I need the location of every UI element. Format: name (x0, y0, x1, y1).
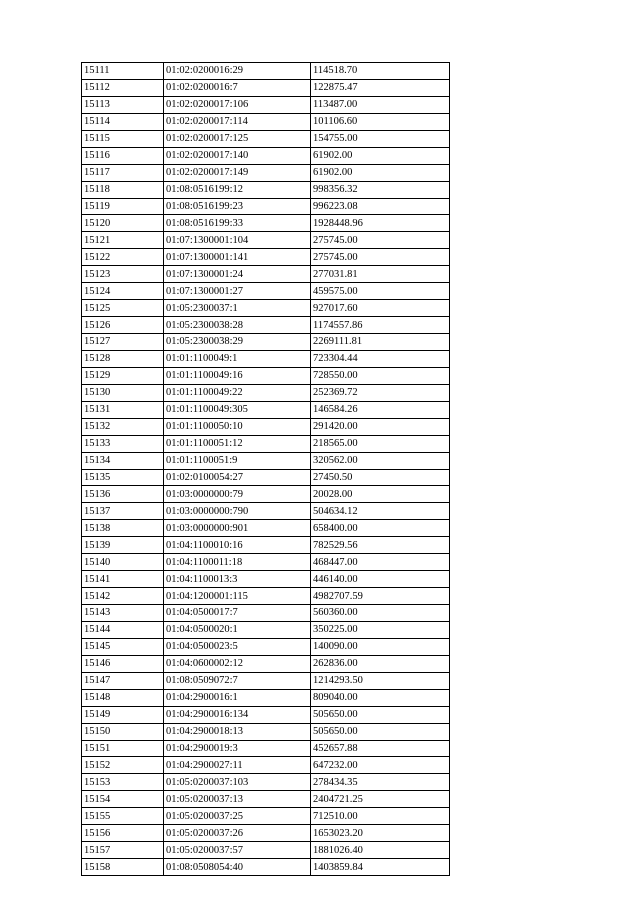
cadastral-number-cell: 01:03:0000000:79 (164, 486, 311, 503)
row-number-cell: 15124 (82, 283, 164, 300)
value-cell: 262836.00 (311, 655, 450, 672)
table-row (82, 350, 450, 367)
cadastral-number-cell: 01:05:0200037:25 (164, 808, 311, 825)
cadastral-number-cell: 01:04:2900016:134 (164, 706, 311, 723)
table-row (82, 655, 450, 672)
table-row (82, 605, 450, 622)
row-number-cell: 15141 (82, 571, 164, 588)
row-number-cell: 15132 (82, 418, 164, 435)
row-number-cell: 15128 (82, 350, 164, 367)
cadastral-number-cell: 01:04:2900019:3 (164, 740, 311, 757)
cadastral-number-cell: 01:07:1300001:24 (164, 266, 311, 283)
cadastral-number-cell: 01:01:1100051:9 (164, 452, 311, 469)
table-row (82, 418, 450, 435)
cadastral-number-cell: 01:04:1200001:115 (164, 588, 311, 605)
value-cell: 504634.12 (311, 503, 450, 520)
cadastral-number-cell: 01:07:1300001:141 (164, 249, 311, 266)
value-cell: 927017.60 (311, 300, 450, 317)
value-cell: 61902.00 (311, 164, 450, 181)
cadastral-number-cell: 01:04:1100011:18 (164, 554, 311, 571)
cadastral-number-cell: 01:02:0200017:125 (164, 130, 311, 147)
value-cell: 122875.47 (311, 79, 450, 96)
table-row (82, 401, 450, 418)
cadastral-number-cell: 01:05:0200037:26 (164, 825, 311, 842)
cadastral-number-cell: 01:07:1300001:27 (164, 283, 311, 300)
value-cell: 1174557.86 (311, 317, 450, 334)
cadastral-number-cell: 01:04:2900016:1 (164, 689, 311, 706)
row-number-cell: 15149 (82, 706, 164, 723)
value-cell: 452657.88 (311, 740, 450, 757)
cadastral-number-cell: 01:07:1300001:104 (164, 232, 311, 249)
cadastral-number-cell: 01:08:0516199:23 (164, 198, 311, 215)
value-cell: 278434.35 (311, 774, 450, 791)
row-number-cell: 15116 (82, 147, 164, 164)
row-number-cell: 15114 (82, 113, 164, 130)
table-row (82, 384, 450, 401)
row-number-cell: 15151 (82, 740, 164, 757)
value-cell: 154755.00 (311, 130, 450, 147)
row-number-cell: 15145 (82, 638, 164, 655)
row-number-cell: 15154 (82, 791, 164, 808)
row-number-cell: 15144 (82, 621, 164, 638)
row-number-cell: 15137 (82, 503, 164, 520)
table-row (82, 571, 450, 588)
value-cell: 505650.00 (311, 723, 450, 740)
row-number-cell: 15134 (82, 452, 164, 469)
value-cell: 114518.70 (311, 63, 450, 80)
table-row (82, 842, 450, 859)
row-number-cell: 15158 (82, 859, 164, 876)
cadastral-number-cell: 01:04:2900018:13 (164, 723, 311, 740)
cadastral-number-cell: 01:02:0200017:149 (164, 164, 311, 181)
table-row (82, 791, 450, 808)
row-number-cell: 15112 (82, 79, 164, 96)
cadastral-number-cell: 01:04:1100013:3 (164, 571, 311, 588)
cadastral-number-cell: 01:04:0600002:12 (164, 655, 311, 672)
row-number-cell: 15118 (82, 181, 164, 198)
table-row (82, 689, 450, 706)
cadastral-number-cell: 01:01:1100049:305 (164, 401, 311, 418)
table-row (82, 181, 450, 198)
value-cell: 658400.00 (311, 520, 450, 537)
table-row (82, 723, 450, 740)
row-number-cell: 15126 (82, 317, 164, 334)
value-cell: 809040.00 (311, 689, 450, 706)
table-row (82, 334, 450, 351)
cadastral-number-cell: 01:08:0508054:40 (164, 859, 311, 876)
value-cell: 723304.44 (311, 350, 450, 367)
cadastral-number-cell: 01:02:0200017:106 (164, 96, 311, 113)
value-cell: 459575.00 (311, 283, 450, 300)
cadastral-number-cell: 01:02:0100054:27 (164, 469, 311, 486)
row-number-cell: 15120 (82, 215, 164, 232)
row-number-cell: 15136 (82, 486, 164, 503)
cadastral-number-cell: 01:05:0200037:103 (164, 774, 311, 791)
value-cell: 996223.08 (311, 198, 450, 215)
table-row (82, 452, 450, 469)
table-row (82, 859, 450, 876)
cadastral-number-cell: 01:08:0516199:33 (164, 215, 311, 232)
table-row (82, 520, 450, 537)
cadastral-number-cell: 01:04:1100010:16 (164, 537, 311, 554)
value-cell: 252369.72 (311, 384, 450, 401)
cadastral-number-cell: 01:04:0500023:5 (164, 638, 311, 655)
value-cell: 4982707.59 (311, 588, 450, 605)
table-row (82, 96, 450, 113)
table-row (82, 63, 450, 80)
table-row (82, 300, 450, 317)
value-cell: 140090.00 (311, 638, 450, 655)
value-cell: 998356.32 (311, 181, 450, 198)
row-number-cell: 15113 (82, 96, 164, 113)
row-number-cell: 15143 (82, 605, 164, 622)
cadastral-number-cell: 01:01:1100051:12 (164, 435, 311, 452)
table-row (82, 215, 450, 232)
table-row (82, 621, 450, 638)
cadastral-number-cell: 01:02:0200016:29 (164, 63, 311, 80)
value-cell: 291420.00 (311, 418, 450, 435)
row-number-cell: 15153 (82, 774, 164, 791)
table-row (82, 588, 450, 605)
row-number-cell: 15129 (82, 367, 164, 384)
cadastral-number-cell: 01:03:0000000:901 (164, 520, 311, 537)
cadastral-number-cell: 01:05:2300038:28 (164, 317, 311, 334)
cadastral-number-cell: 01:08:0516199:12 (164, 181, 311, 198)
table-row (82, 808, 450, 825)
value-cell: 712510.00 (311, 808, 450, 825)
cadastral-number-cell: 01:08:0509072:7 (164, 672, 311, 689)
table-row (82, 147, 450, 164)
value-cell: 20028.00 (311, 486, 450, 503)
row-number-cell: 15117 (82, 164, 164, 181)
row-number-cell: 15147 (82, 672, 164, 689)
row-number-cell: 15135 (82, 469, 164, 486)
row-number-cell: 15139 (82, 537, 164, 554)
table-row (82, 198, 450, 215)
row-number-cell: 15115 (82, 130, 164, 147)
cadastral-number-cell: 01:02:0200017:140 (164, 147, 311, 164)
table-row (82, 825, 450, 842)
value-cell: 728550.00 (311, 367, 450, 384)
cadastral-number-cell: 01:05:0200037:57 (164, 842, 311, 859)
value-cell: 113487.00 (311, 96, 450, 113)
table-row (82, 79, 450, 96)
table-row (82, 537, 450, 554)
value-cell: 277031.81 (311, 266, 450, 283)
row-number-cell: 15119 (82, 198, 164, 215)
table-row (82, 232, 450, 249)
value-cell: 468447.00 (311, 554, 450, 571)
row-number-cell: 15122 (82, 249, 164, 266)
cadastral-number-cell: 01:01:1100049:22 (164, 384, 311, 401)
cadastral-number-cell: 01:01:1100050:10 (164, 418, 311, 435)
row-number-cell: 15157 (82, 842, 164, 859)
value-cell: 1403859.84 (311, 859, 450, 876)
value-cell: 782529.56 (311, 537, 450, 554)
table-row (82, 757, 450, 774)
table-row (82, 774, 450, 791)
value-cell: 1653023.20 (311, 825, 450, 842)
value-cell: 505650.00 (311, 706, 450, 723)
value-cell: 647232.00 (311, 757, 450, 774)
value-cell: 560360.00 (311, 605, 450, 622)
row-number-cell: 15150 (82, 723, 164, 740)
row-number-cell: 15133 (82, 435, 164, 452)
row-number-cell: 15131 (82, 401, 164, 418)
table-row (82, 469, 450, 486)
cadastral-number-cell: 01:05:0200037:13 (164, 791, 311, 808)
table-row (82, 486, 450, 503)
value-cell: 275745.00 (311, 249, 450, 266)
table-row (82, 266, 450, 283)
value-cell: 146584.26 (311, 401, 450, 418)
row-number-cell: 15121 (82, 232, 164, 249)
value-cell: 101106.60 (311, 113, 450, 130)
cadastral-number-cell: 01:04:0500017:7 (164, 605, 311, 622)
row-number-cell: 15146 (82, 655, 164, 672)
value-cell: 2269111.81 (311, 334, 450, 351)
row-number-cell: 15140 (82, 554, 164, 571)
value-cell: 350225.00 (311, 621, 450, 638)
row-number-cell: 15125 (82, 300, 164, 317)
value-cell: 446140.00 (311, 571, 450, 588)
value-cell: 320562.00 (311, 452, 450, 469)
value-cell: 61902.00 (311, 147, 450, 164)
cadastral-number-cell: 01:04:0500020:1 (164, 621, 311, 638)
table-row (82, 503, 450, 520)
cadastral-number-cell: 01:03:0000000:790 (164, 503, 311, 520)
table-row (82, 164, 450, 181)
table-row (82, 283, 450, 300)
table-body (82, 63, 450, 876)
cadastral-number-cell: 01:01:1100049:16 (164, 367, 311, 384)
row-number-cell: 15127 (82, 334, 164, 351)
table-row (82, 554, 450, 571)
table-row (82, 317, 450, 334)
row-number-cell: 15111 (82, 63, 164, 80)
table-row (82, 706, 450, 723)
value-cell: 1214293.50 (311, 672, 450, 689)
table-row (82, 435, 450, 452)
cadastral-number-cell: 01:01:1100049:1 (164, 350, 311, 367)
cadastral-number-cell: 01:02:0200016:7 (164, 79, 311, 96)
table-row (82, 130, 450, 147)
row-number-cell: 15148 (82, 689, 164, 706)
cadastral-number-cell: 01:04:2900027:11 (164, 757, 311, 774)
row-number-cell: 15138 (82, 520, 164, 537)
value-cell: 1928448.96 (311, 215, 450, 232)
row-number-cell: 15156 (82, 825, 164, 842)
value-cell: 1881026.40 (311, 842, 450, 859)
table-row (82, 249, 450, 266)
cadastral-number-cell: 01:05:2300037:1 (164, 300, 311, 317)
value-cell: 2404721.25 (311, 791, 450, 808)
table-row (82, 740, 450, 757)
data-table (81, 62, 450, 876)
row-number-cell: 15130 (82, 384, 164, 401)
row-number-cell: 15155 (82, 808, 164, 825)
table-row (82, 367, 450, 384)
value-cell: 218565.00 (311, 435, 450, 452)
row-number-cell: 15123 (82, 266, 164, 283)
row-number-cell: 15152 (82, 757, 164, 774)
row-number-cell: 15142 (82, 588, 164, 605)
cadastral-number-cell: 01:02:0200017:114 (164, 113, 311, 130)
table-row (82, 672, 450, 689)
cadastral-number-cell: 01:05:2300038:29 (164, 334, 311, 351)
table-row (82, 113, 450, 130)
value-cell: 27450.50 (311, 469, 450, 486)
table-row (82, 638, 450, 655)
value-cell: 275745.00 (311, 232, 450, 249)
